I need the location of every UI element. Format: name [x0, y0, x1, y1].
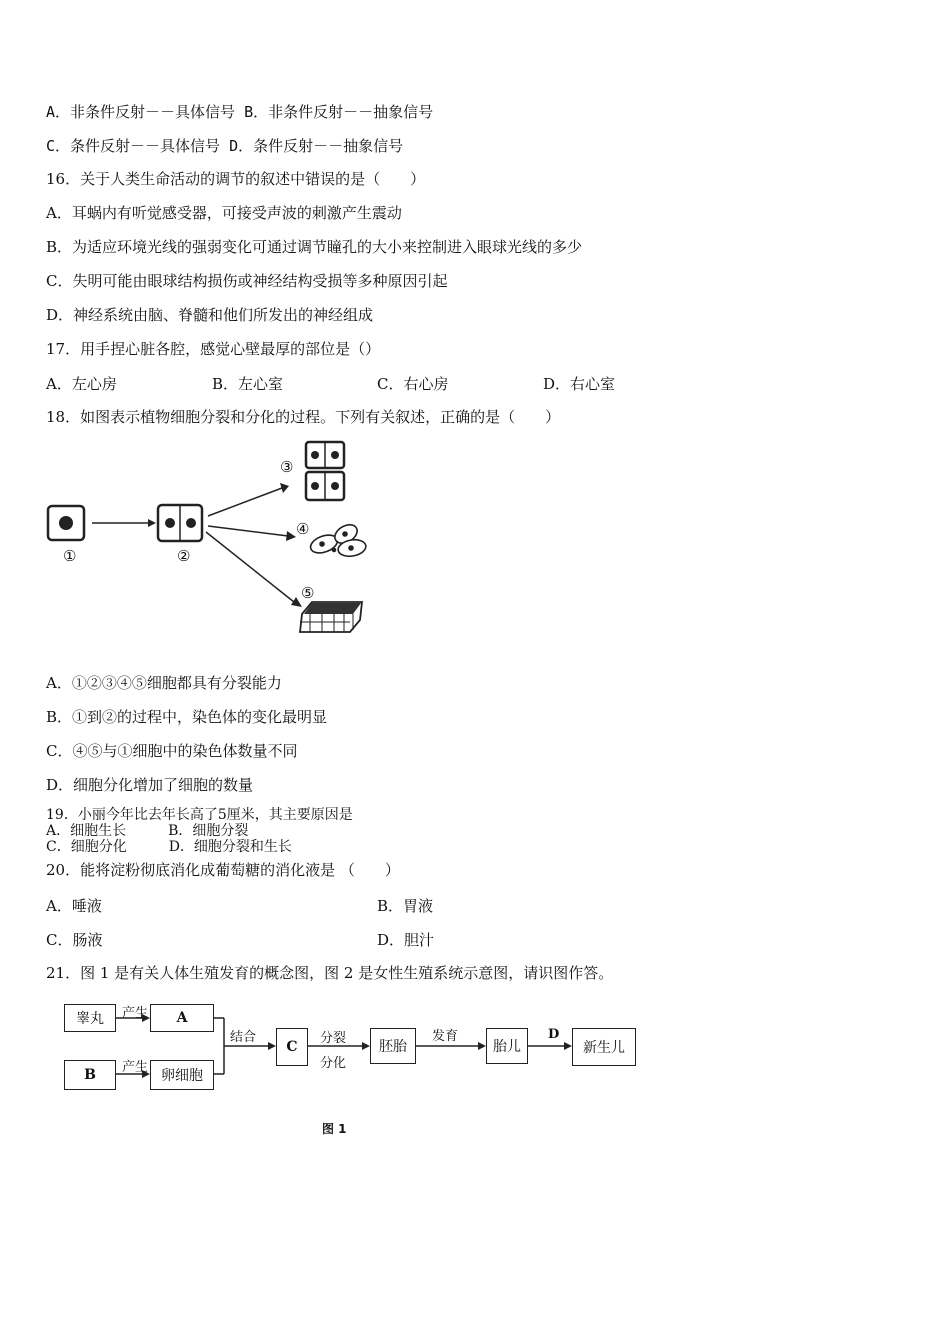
q19-options-cd: C．细胞分化 D．细胞分裂和生长: [46, 839, 292, 855]
cell-group-4-shape: [308, 521, 367, 558]
box-egg-cell: 卵细胞: [150, 1060, 214, 1090]
q21-stem: 21．图 1 是有关人体生殖发育的概念图，图 2 是女性生殖系统示意图，请识图作答。: [46, 964, 614, 982]
label-divide: 分裂: [320, 1031, 347, 1046]
figure-label-5: ⑤: [301, 584, 315, 602]
q17-option-d: D．右心室: [543, 375, 616, 393]
box-embryo: 胚胎: [370, 1028, 416, 1064]
q20-option-a: A．唾液: [46, 897, 102, 915]
q17-stem: 17．用手捏心脏各腔，感觉心壁最厚的部位是（）: [46, 340, 381, 358]
q15-option-line-2: C．条件反射－－具体信号 D．条件反射－－抽象信号: [46, 137, 404, 155]
cell-group-3-shape: [306, 442, 344, 500]
q19-stem: 19．小丽今年比去年长高了5厘米，其主要原因是: [46, 807, 353, 823]
q18-option-c: C．④⑤与①细胞中的染色体数量不同: [46, 742, 298, 760]
q17-option-a: A．左心房: [46, 375, 117, 393]
cell-division-diagram: [44, 436, 374, 646]
box-c: C: [276, 1028, 308, 1066]
figure-label-4: ④: [296, 520, 310, 538]
label-produce-1: 产生: [122, 1006, 149, 1021]
q18-option-b: B．①到②的过程中，染色体的变化最明显: [46, 708, 328, 726]
box-fetus: 胎儿: [486, 1028, 528, 1064]
cell-group-5-shape: [300, 602, 362, 632]
q16-option-c: C．失明可能由眼球结构损伤或神经结构受损等多种原因引起: [46, 272, 448, 290]
q18-option-a: A．①②③④⑤细胞都具有分裂能力: [46, 674, 282, 692]
q16-option-b: B．为适应环境光线的强弱变化可通过调节瞳孔的大小来控制进入眼球光线的多少: [46, 238, 583, 256]
q20-stem: 20．能将淀粉彻底消化成葡萄糖的消化液是 （ ）: [46, 861, 400, 879]
cell-2-shape: [158, 505, 202, 541]
label-d: D: [548, 1027, 560, 1042]
box-newborn: 新生儿: [572, 1028, 636, 1066]
label-produce-2: 产生: [122, 1060, 149, 1075]
box-a: A: [150, 1004, 214, 1032]
figure-1-caption: 图 1: [322, 1122, 347, 1136]
q15-option-line-1: A．非条件反射－－具体信号 B．非条件反射－－抽象信号: [46, 103, 434, 121]
figure-label-2: ②: [177, 547, 191, 565]
q17-option-c: C．右心房: [377, 375, 449, 393]
q19-options-ab: A．细胞生长 B．细胞分裂: [46, 823, 249, 839]
q18-option-d: D．细胞分化增加了细胞的数量: [46, 776, 254, 794]
q18-stem: 18．如图表示植物细胞分裂和分化的过程。下列有关叙述，正确的是（ ）: [46, 408, 561, 426]
box-b: B: [64, 1060, 116, 1090]
label-combine: 结合: [230, 1030, 257, 1045]
figure-label-3: ③: [280, 458, 294, 476]
q20-option-c: C．肠液: [46, 931, 103, 949]
q17-option-b: B．左心室: [212, 375, 284, 393]
cell-division-figure: [44, 436, 374, 646]
box-testis: 睾丸: [64, 1004, 116, 1032]
q20-option-b: B．胃液: [377, 897, 434, 915]
label-develop: 发育: [432, 1029, 459, 1044]
q16-option-d: D．神经系统由脑、脊髓和他们所发出的神经组成: [46, 306, 374, 324]
q16-stem: 16．关于人类生命活动的调节的叙述中错误的是（ ）: [46, 170, 426, 188]
q20-option-d: D．胆汁: [377, 931, 435, 949]
label-differentiate: 分化: [320, 1056, 347, 1071]
q16-option-a: A．耳蜗内有听觉感受器，可接受声波的刺激产生震动: [46, 204, 402, 222]
cell-1-shape: [48, 506, 84, 540]
concept-map-figure: [60, 996, 660, 1146]
figure-label-1: ①: [63, 547, 77, 565]
